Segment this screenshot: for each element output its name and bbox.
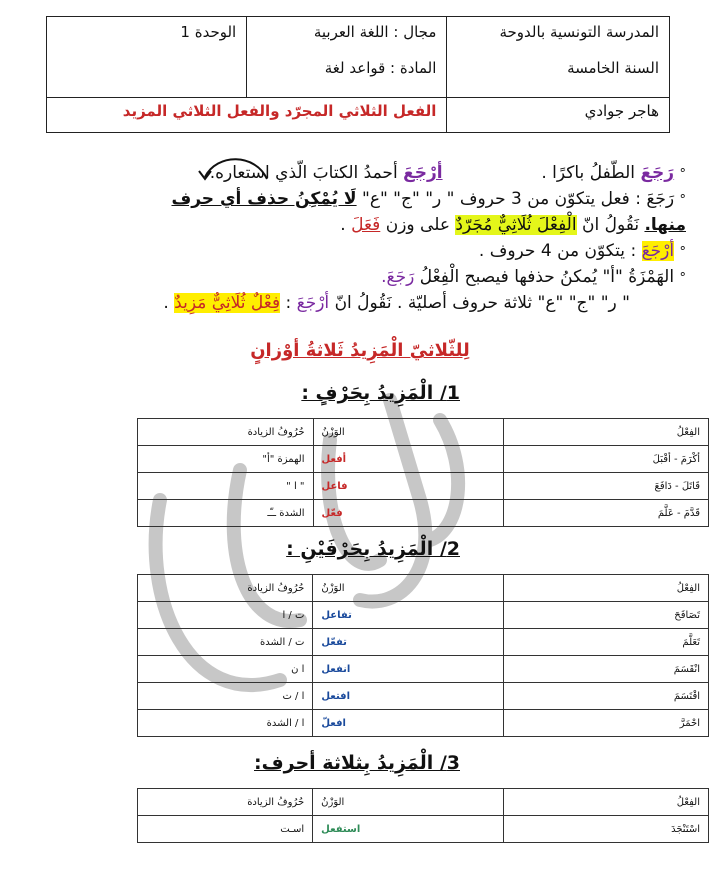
- table-row: [138, 602, 709, 629]
- l1-text: الطّفلُ باكرًا .: [541, 163, 636, 183]
- verb-cell: انْقَسَمَ: [503, 656, 708, 683]
- table-row: [138, 656, 709, 683]
- addition-cell: ا / ت: [138, 683, 313, 710]
- grade: السنة الخامسة: [567, 59, 659, 77]
- weight-cell: افتعل: [313, 683, 504, 710]
- line-5: [30, 265, 686, 291]
- section-2-title: 2/ الْمَزِيدُ بِحَرْفَيْنِ :: [286, 538, 460, 560]
- l6-highlight: فِعْلٌ ثُلَاثِيٌّ مَزِيدٌ: [174, 293, 281, 313]
- addition-cell: اسـت: [138, 816, 313, 843]
- line-4: [30, 239, 686, 265]
- addition-cell: الشدة ــّـ: [138, 500, 314, 527]
- weight-cell: فعّل: [313, 500, 503, 527]
- l4-verb: أرْجَعَ: [641, 241, 675, 261]
- weight-cell: انفعل: [313, 656, 504, 683]
- weight-cell: فاعل: [313, 473, 503, 500]
- unit: الوحدة 1: [180, 23, 237, 41]
- teacher-name: هاجر جوادي: [447, 98, 670, 133]
- bullet-icon: °: [679, 245, 686, 260]
- verb-cell: تَعَلَّمَ: [503, 629, 708, 656]
- line-1: [30, 161, 686, 187]
- table-row: [138, 629, 709, 656]
- l5-text: الهَمْزَةُ "أ" يُمكنُ حذفها فيصبح الْفِعْلُ: [419, 267, 675, 287]
- addition-cell: ت / الشدة: [138, 629, 313, 656]
- l3-highlight: الْفِعْلَ ثُلَاثِيٌّ مُجَرّدٌ: [455, 215, 577, 235]
- table-row: [138, 816, 709, 843]
- line-3: منها. نَقُولُ انّ الْفِعْلَ ثُلَاثِيٌّ مُجَرّدٌ على وزن فَعَلَ .: [340, 215, 686, 235]
- table-header: الفِعْلُ: [503, 789, 708, 816]
- header-domain-cell: [247, 17, 447, 98]
- verb-cell: اقْتَسَمَ: [503, 683, 708, 710]
- line-6: [30, 291, 630, 315]
- l3-text: منها.: [644, 215, 686, 235]
- main-heading: لِلثّلاثيّ الْمَزِيدُ ثَلاثةُ أوْزانٍ: [250, 340, 470, 361]
- verb-cell: قَاتَلَ - دَافَعَ: [503, 473, 708, 500]
- table-row: [138, 446, 709, 473]
- header-school-cell: [447, 17, 670, 98]
- l6-text: " ر" "ج" "ع" ثلاثة حروف أصليّة . نَقُولُ انّ: [334, 293, 630, 313]
- weight-cell: تفعّل: [313, 629, 504, 656]
- verb-cell: تَصَافَحَ: [503, 602, 708, 629]
- addition-cell: الهمزة "أ": [138, 446, 314, 473]
- l1-text2: أحمدُ الكتابَ الّذي استعاره.: [209, 163, 398, 183]
- l1-verb: رَجَعَ: [640, 163, 675, 183]
- table-header: حُرُوفُ الزيادة: [138, 789, 313, 816]
- subject: المادة : قواعد لغة: [324, 59, 437, 77]
- verb-cell: احْمَرَّ: [503, 710, 708, 737]
- l5-verb: رَجَعَ.: [381, 267, 415, 287]
- verb-cell: أكْرَمَ - أقْبَلَ: [503, 446, 708, 473]
- line-2: [30, 187, 686, 213]
- weight-cell: أفعل: [313, 446, 503, 473]
- table-header: الوَزْنُ: [313, 789, 504, 816]
- verb-cell: اسْتَنْجَدَ: [503, 816, 708, 843]
- table-header: الوَزْنُ: [313, 419, 503, 446]
- header-unit-cell: [47, 17, 247, 98]
- l2-text: رَجَعَ : فعل يتكوّن من 3 حروف " ر" "ج" "ع": [362, 189, 675, 209]
- l6-dot: .: [163, 293, 169, 313]
- domain: مجال : اللغة العربية: [313, 23, 437, 41]
- section-1-title: 1/ الْمَزِيدُ بِحَرْفٍ :: [301, 382, 460, 404]
- bullet-icon: °: [679, 193, 686, 208]
- addition-cell: ت / ا: [138, 602, 313, 629]
- table-header: الفِعْلُ: [503, 575, 708, 602]
- l3-text3: على وزن: [385, 215, 450, 235]
- table-header: الوَزْنُ: [313, 575, 504, 602]
- weight-cell: استفعل: [313, 816, 504, 843]
- bullet-icon: °: [679, 271, 686, 286]
- table-row: [138, 683, 709, 710]
- addition-cell: " ا ": [138, 473, 314, 500]
- section-3-table: [137, 788, 709, 843]
- section-2-table: [137, 574, 709, 737]
- addition-cell: ا ن: [138, 656, 313, 683]
- l3-weight: فَعَلَ: [351, 215, 381, 235]
- verb-cell: قَدَّمَ - عَلَّمَ: [503, 500, 708, 527]
- table-header: الفِعْلُ: [503, 419, 708, 446]
- l6-colon: :: [285, 293, 292, 313]
- weight-cell: تفاعل: [313, 602, 504, 629]
- table-header: حُرُوفُ الزيادة: [138, 419, 314, 446]
- l3-text2: نَقُولُ انّ: [581, 215, 640, 235]
- addition-cell: ا / الشدة: [138, 710, 313, 737]
- table-header: حُرُوفُ الزيادة: [138, 575, 313, 602]
- l2-underlined: لَا يُمْكِنُ حذف أي حرف: [171, 189, 357, 209]
- bullet-icon: °: [679, 167, 686, 182]
- l1-verb2: أرْجَعَ: [403, 163, 443, 183]
- l6-verb: أرْجَعَ: [296, 293, 330, 313]
- weight-cell: افعلّ: [313, 710, 504, 737]
- table-row: [138, 473, 709, 500]
- section-1-table: [137, 418, 709, 527]
- section-3-title: 3/ الْمَزِيدُ بِثلاثة أحرف:: [254, 752, 460, 774]
- header-table: [46, 16, 670, 133]
- school-name: المدرسة التونسية بالدوحة: [499, 23, 659, 41]
- lesson-title: الفعل الثلاثي المجرّد والفعل الثلاثي المزيد: [47, 98, 447, 133]
- l4-text: : يتكوّن من 4 حروف .: [478, 241, 637, 261]
- table-row: [138, 710, 709, 737]
- table-row: [138, 500, 709, 527]
